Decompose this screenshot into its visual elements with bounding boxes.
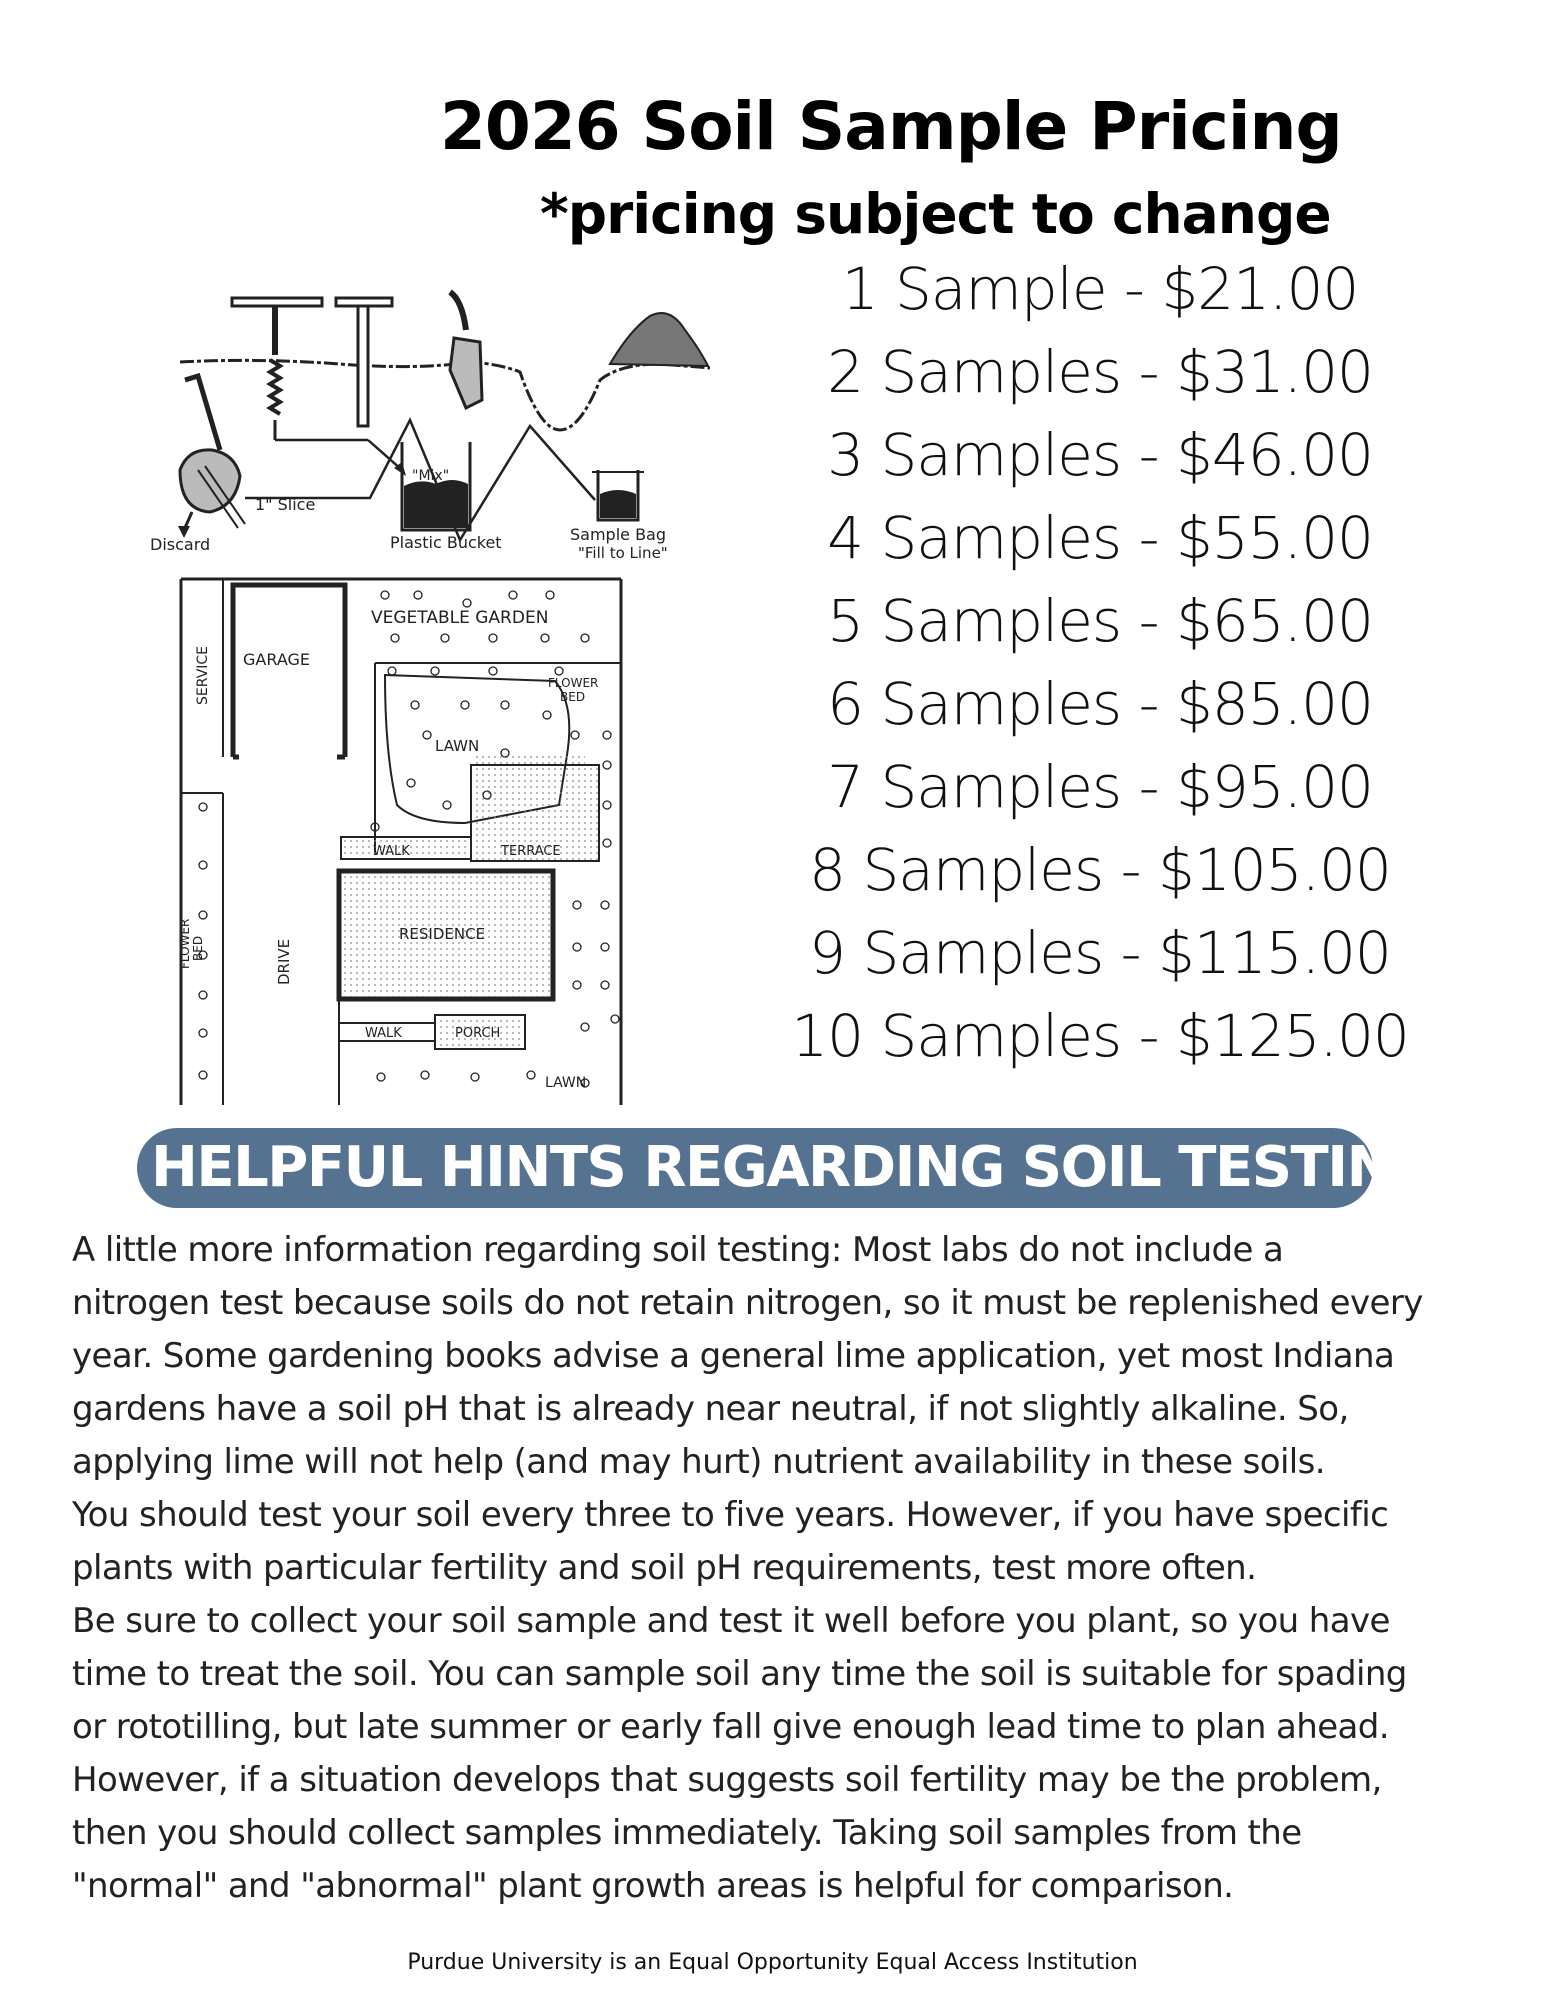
flower-bed-right-label-1: FLOWER — [548, 676, 599, 690]
price-item: 8 Samples - $105.00 — [809, 836, 1391, 904]
price-item: 10 Samples - $125.00 — [791, 1002, 1409, 1070]
flower-bed-right-label-2: BED — [560, 690, 586, 704]
plastic-bucket-label: Plastic Bucket — [390, 533, 502, 552]
mix-label: "Mix" — [412, 468, 450, 484]
footer-text: Purdue University is an Equal Opportunity Equal Access Institution — [407, 1950, 1138, 1975]
hints-text — [72, 1224, 1472, 1913]
garage-label: GARAGE — [243, 650, 310, 669]
hints-line: "normal" and "abnormal" plant growth areas is helpful for comparison. — [72, 1866, 1234, 1906]
hints-line: time to treat the soil. You can sample soil any time the soil is suitable for spading — [72, 1654, 1407, 1694]
hints-line: applying lime will not help (and may hurt) nutrient availability in these soils. — [72, 1442, 1325, 1482]
slice-label: 1" Slice — [255, 495, 316, 514]
soil-sampling-illustration — [140, 280, 730, 570]
porch-label: PORCH — [455, 1026, 501, 1041]
page-subtitle: *pricing subject to change — [540, 182, 1331, 246]
sample-bag-label: Sample Bag — [570, 525, 667, 544]
flower-bed-left-label-2: BED — [191, 935, 205, 961]
hints-line: Be sure to collect your soil sample and test it well before you plant, so you have — [72, 1601, 1390, 1641]
fill-to-line-label: "Fill to Line" — [578, 544, 668, 562]
hints-line: nitrogen test because soils do not retain nitrogen, so it must be replenished every — [72, 1283, 1423, 1323]
hints-line: then you should collect samples immediately. Taking soil samples from the — [72, 1813, 1302, 1853]
price-item: 7 Samples - $95.00 — [827, 753, 1373, 821]
helpful-hints-heading: HELPFUL HINTS REGARDING SOIL TESTING — [151, 1135, 1437, 1200]
flower-bed-left-label-1: FLOWER — [178, 918, 192, 969]
price-item: 6 Samples - $85.00 — [827, 670, 1373, 738]
hints-line: or rototilling, but late summer or early fall give enough lead time to plan ahead. — [72, 1707, 1389, 1747]
terrace-label: TERRACE — [501, 844, 561, 859]
price-item: 4 Samples - $55.00 — [827, 504, 1373, 572]
walk-bottom-label: WALK — [365, 1026, 402, 1041]
helpful-hints-banner — [137, 1128, 1437, 1208]
drive-label: DRIVE — [275, 938, 293, 985]
hints-line: gardens have a soil pH that is already near neutral, if not slightly alkaline. So, — [72, 1389, 1349, 1429]
hints-line: plants with particular fertility and soil pH requirements, test more often. — [72, 1548, 1257, 1588]
hints-line: You should test your soil every three to five years. However, if you have specific — [72, 1495, 1389, 1535]
price-item: 1 Sample - $21.00 — [841, 255, 1359, 323]
price-item: 9 Samples - $115.00 — [809, 919, 1391, 987]
service-label: SERVICE — [195, 645, 211, 705]
price-item: 2 Samples - $31.00 — [827, 338, 1373, 406]
vegetable-garden-label: VEGETABLE GARDEN — [371, 608, 549, 628]
walk-label: WALK — [373, 844, 410, 859]
price-item: 3 Samples - $46.00 — [827, 421, 1373, 489]
price-item: 5 Samples - $65.00 — [827, 587, 1373, 655]
page-title: 2026 Soil Sample Pricing — [440, 88, 1342, 165]
lawn-label: LAWN — [435, 737, 480, 755]
hints-line: However, if a situation develops that suggests soil fertility may be the problem, — [72, 1760, 1382, 1800]
hints-line: A little more information regarding soil testing: Most labs do not include a — [72, 1230, 1284, 1270]
lawn-bottom-label: LAWN — [545, 1075, 587, 1091]
price-list — [790, 248, 1410, 1078]
discard-label: Discard — [150, 535, 211, 554]
yard-sampling-plan — [175, 575, 625, 1105]
hints-line: year. Some gardening books advise a general lime application, yet most Indiana — [72, 1336, 1395, 1376]
residence-label: RESIDENCE — [399, 925, 486, 943]
